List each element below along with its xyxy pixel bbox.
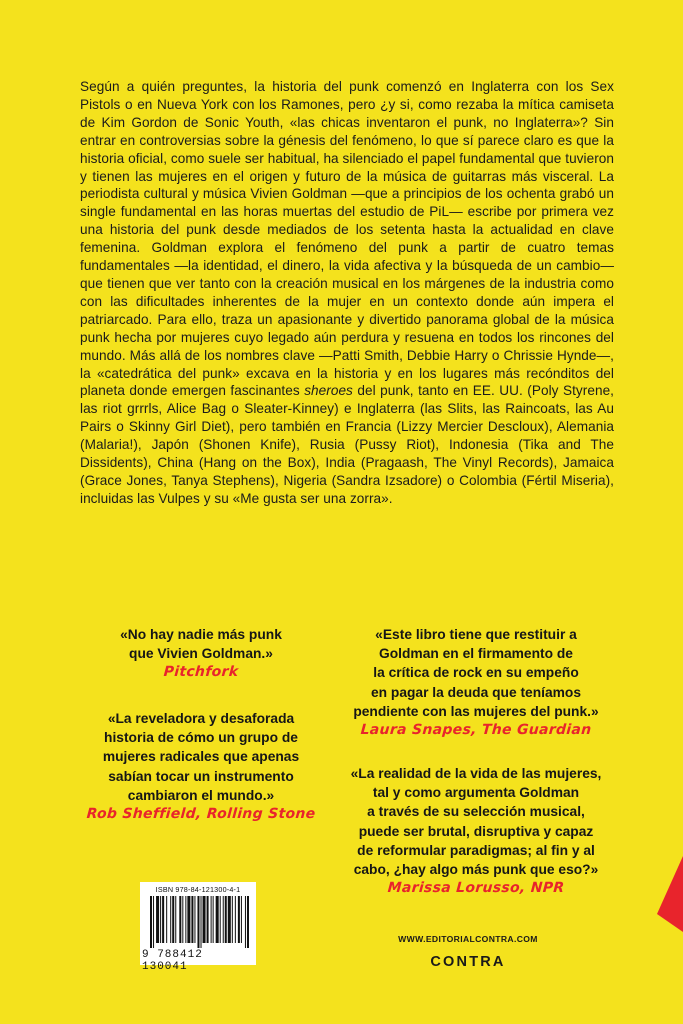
quote-line: «La realidad de la vida de las mujeres, [350, 766, 602, 781]
barcode-bar [160, 896, 161, 943]
barcode-bar [182, 896, 183, 943]
barcode-bar [194, 896, 195, 943]
barcode-bar [247, 896, 249, 948]
barcode-bar [162, 896, 164, 943]
barcode-bar [238, 896, 240, 943]
barcode-bar [156, 896, 159, 943]
barcode-bar [197, 896, 199, 948]
quote-line: sabían tocar un instrumento [108, 768, 294, 784]
barcode-bar [170, 896, 171, 943]
synopsis-italic-word: sheroes [304, 383, 353, 399]
isbn-barcode [140, 882, 256, 973]
barcode-bar [228, 896, 231, 943]
quote-line: en pagar la deuda que teníamos [370, 684, 582, 700]
red-corner-shape [643, 856, 683, 932]
barcode-bar [179, 896, 181, 943]
synopsis-text [80, 78, 614, 508]
barcode-bar [235, 896, 236, 943]
quote-source: Marissa Lorusso, NPR [387, 880, 565, 897]
quote-line: historia de cómo un grupo de [104, 730, 298, 746]
review-quote-guardian [340, 625, 612, 740]
review-quote-pitchfork [96, 625, 306, 683]
barcode-bar [172, 896, 174, 943]
quote-line: que Vivien Goldman.» [129, 646, 273, 662]
quote-source: Rob Sheffield, Rolling Stone [86, 806, 317, 823]
barcode-bar [223, 896, 224, 943]
publisher-website: WWW.EDITORIALCONTRA.COM [398, 934, 538, 944]
publisher-logo: CONTRA [430, 954, 506, 970]
barcode-bar [220, 896, 221, 943]
synopsis-part-2: del punk, tanto en EE. UU. (Poly Styrene, las riot grrrls, Alice Bag o Sleater-Kinney) e Inglaterra (las Slits, las Raincoats, las Au Pairs o Skinny Girl Diet), pero también en Francia (Lizzy Mercier Descloux), Alemania (Malaria!), Japón (Shonen Knife), Rusia (Pussy Riot), Indonesia (Tika and The Dissidents), China (Hang on the Box), India (Pragaash, The Vinyl Records), Jamaica (Grace Jones, Tanya Stephens), Nigeria (Sandra Izsadore) o Colombia (Fértil Miseria), incluidas las Vulpes y su «Me gusta ser una zorra». [80, 383, 615, 506]
barcode-bar [187, 896, 190, 943]
barcode-bar [203, 896, 206, 943]
barcode-bar [232, 896, 233, 943]
quote-line: mujeres radicales que apenas [102, 749, 300, 765]
review-quote-rolling-stone [86, 709, 316, 824]
barcode-bar [241, 896, 242, 943]
quote-line: «No hay nadie más punk [120, 627, 282, 642]
barcode-bar [225, 896, 227, 943]
barcode-bar [211, 896, 212, 943]
synopsis-part-1: Según a quién preguntes, la historia del punk comenzó en Inglaterra con los Sex Pistols o en Nueva York con los Ramones, pero ¿y si, como rezaba la mítica camiseta de Kim Gordon de Sonic Youth, «las chicas inventaron el punk, no Inglaterra»? Sin entrar en controversias sobre la génesis del fenómeno, lo que sí parece claro es que la historia oficial, como suele ser habitual, ha silenciado el papel fundamental que tuvieron y tienen las mujeres en el origen y futuro de la música de guitarras más visceral. La periodista cultural y música Vivien Goldman —que a principios de los ochenta grabó un single fundamental en las horas muertas del estudio de PiL— escribe por primera vez una historia del punk desde mediados de los setenta hasta la actualidad en clave femenina. Goldman explora el fenómeno del punk a partir de cuatro temas fundamentales —la identidad, el dinero, la vida afectiva y la búsqueda de un cambio— que tienen que ver tanto con la creación musical en los márgenes de la industria como con las dificultades inherentes de la mujer en un contexto donde aún impera el patriarcado. Para ello, traza un apasionante y divertido panorama global de la música punk hecha por mujeres cuyo legado aún perdura y resuena en todos los rincones del mundo. Más allá de los nombres clave —Patti Smith, Debbie Harry o Chrissie Hynde—, la «catedrática del punk» excava en la historia y en los lugares más recónditos del planeta donde emergen fascinantes [80, 79, 614, 399]
barcode-bar [213, 896, 214, 943]
quote-line: «La reveladora y desaforada [107, 711, 295, 726]
quote-line: «Este libro tiene que restituir a [375, 627, 577, 642]
barcode-bars [150, 896, 250, 948]
barcode-bar [207, 896, 209, 943]
quote-source: Pitchfork [163, 664, 239, 681]
quote-line: puede ser brutal, disruptiva y capaz [358, 823, 594, 839]
barcode-bar [191, 896, 193, 943]
review-quote-npr [338, 764, 614, 898]
barcode-bar [153, 896, 154, 948]
quote-line: cabo, ¿hay algo más punk que eso?» [353, 862, 599, 878]
quote-line: de reformular paradigmas; al fin y al [357, 842, 595, 858]
quote-source: Laura Snapes, The Guardian [360, 722, 593, 739]
isbn-label: ISBN 978-84-121300-4-1 [155, 885, 241, 894]
quote-line: pendiente con las mujeres del punk.» [353, 703, 599, 719]
barcode-bar [175, 896, 176, 943]
quote-line: la crítica de rock en su empeño [373, 665, 579, 681]
barcode-bar [216, 896, 219, 943]
barcode-bar [201, 896, 202, 948]
quote-line: cambiaron el mundo.» [127, 787, 275, 803]
quote-line: a través de su selección musical, [367, 804, 585, 820]
quote-line: Goldman en el firmamento de [379, 646, 573, 662]
barcode-bar [166, 896, 167, 943]
barcode-bar [245, 896, 246, 948]
quote-line: tal y como argumenta Goldman [372, 785, 580, 801]
isbn-digits: 9 788412 130041 [142, 949, 203, 973]
barcode-bar [185, 896, 186, 943]
barcode-bar [150, 896, 152, 948]
